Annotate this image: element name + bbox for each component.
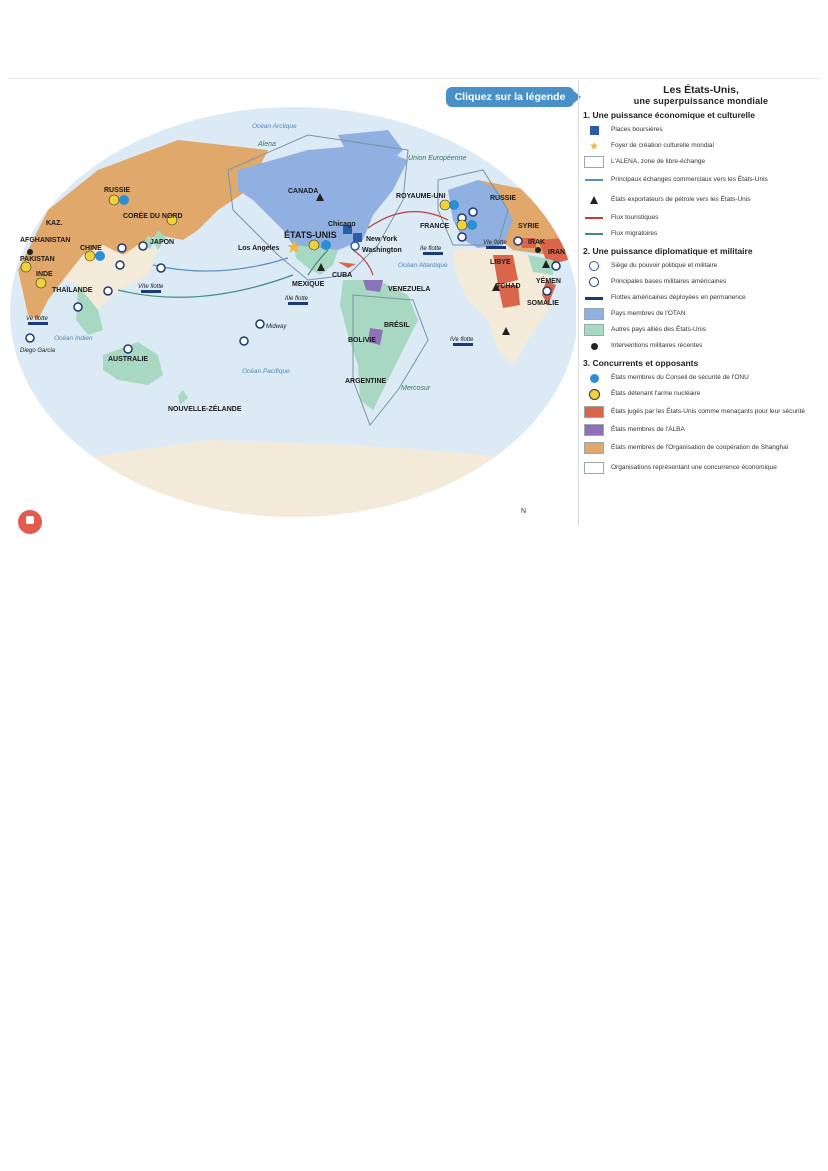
label-argentine: ARGENTINE [345, 378, 387, 385]
un-badge-icon [449, 200, 459, 210]
top-divider [8, 78, 820, 79]
label-thailande: THAÏLANDE [52, 287, 93, 294]
nuclear-icon [109, 195, 119, 205]
label-coree: CORÉE DU NORD [123, 213, 183, 220]
label-canada: CANADA [288, 188, 319, 195]
intervention-icon [535, 247, 541, 253]
nuclear-icon [440, 200, 450, 210]
north-arrow-icon: N [521, 508, 527, 515]
power-seat-icon [351, 242, 359, 250]
share-button[interactable] [18, 510, 42, 534]
un-badge-icon [321, 240, 331, 250]
military-base-icon [74, 303, 82, 311]
tourist-flow-icon [583, 211, 605, 225]
stock-exchange-icon [353, 233, 362, 242]
legend-item[interactable] [583, 402, 823, 422]
legend-item[interactable] [583, 438, 823, 458]
legend-item-label: Principales bases militaires américaines [611, 278, 727, 286]
legend-item[interactable] [583, 138, 823, 154]
label-ocean-pacifique: Océan Pacifique [242, 368, 290, 375]
label-japon: JAPON [150, 239, 175, 246]
legend-item-label: États membres de l'ALBA [611, 426, 685, 434]
label-tchad: TCHAD [496, 283, 521, 290]
legend-item[interactable] [583, 154, 823, 170]
legend-section-title: 3. Concurrents et opposants [583, 358, 699, 368]
label-flotte-5: Ve flotte [26, 316, 48, 322]
legend-item[interactable] [583, 370, 823, 386]
label-russie-e: RUSSIE [490, 195, 517, 202]
nuclear-icon [85, 251, 95, 261]
legend-item[interactable] [583, 338, 823, 354]
un-badge-icon [467, 220, 477, 230]
label-australie: AUSTRALIE [108, 356, 149, 363]
legend-item-label: L'ALENA, zone de libre-échange [611, 158, 706, 166]
legend-item[interactable] [583, 322, 823, 338]
label-diego-garcia: Diego Garcia [20, 348, 56, 354]
culture-star-icon [583, 139, 605, 153]
un-badge-icon [583, 371, 605, 385]
label-midway: Midway [266, 324, 287, 330]
sco-swatch-icon [583, 441, 605, 455]
stock-exchange-icon [583, 123, 605, 137]
nato-swatch-icon [583, 307, 605, 321]
military-base-icon [240, 337, 248, 345]
military-base-icon [458, 233, 466, 241]
migration-flow-icon [583, 227, 605, 241]
label-irak: IRAK [528, 239, 546, 246]
nuclear-icon [36, 278, 46, 288]
label-flotte-7: VIIe flotte [138, 284, 164, 290]
label-flotte-2: IIe flotte [420, 246, 442, 252]
fleet-3-bar [288, 302, 308, 305]
oil-triangle-icon [583, 193, 605, 207]
legend-item-label: Places boursières [611, 126, 663, 134]
label-venezuela: VENEZUELA [388, 286, 431, 293]
military-base-icon [139, 242, 147, 250]
military-base-icon [469, 208, 477, 216]
label-flotte-4: IVe flotte [450, 337, 474, 343]
fleet-5-bar [28, 322, 48, 325]
label-mexique: MEXIQUE [292, 281, 325, 288]
world-map[interactable] [8, 80, 576, 525]
label-inde: INDE [36, 271, 53, 278]
label-iran: IRAN [548, 249, 566, 256]
legend-item-label: Siège du pouvoir politique et militaire [611, 262, 718, 270]
un-badge-icon [95, 251, 105, 261]
power-seat-icon [583, 259, 605, 273]
legend-item[interactable] [583, 122, 823, 138]
legend-item-label: Foyer de création culturelle mondial [611, 142, 714, 150]
label-los-angeles: Los Angeles [238, 245, 280, 252]
alba-swatch-icon [583, 423, 605, 437]
allies-swatch-icon [583, 323, 605, 337]
legend-item[interactable] [583, 274, 823, 290]
label-nouvelle-zelande: NOUVELLE-ZÉLANDE [168, 406, 242, 413]
label-union-europeenne: Union Européenne [408, 155, 467, 162]
label-kaz: KAZ. [46, 220, 63, 227]
alena-outline-icon [583, 155, 605, 169]
legend-item[interactable] [583, 306, 823, 322]
label-pakistan: PAKISTAN [20, 256, 55, 263]
label-chicago: Chicago [328, 221, 356, 228]
military-base-icon [116, 261, 124, 269]
label-bresil: BRÉSIL [384, 322, 410, 329]
legend-item-label: Flottes américaines déployées en permanence [611, 294, 746, 302]
label-france: FRANCE [420, 223, 450, 230]
legend-section-title: 1. Une puissance économique et culturelle [583, 110, 755, 120]
label-washington: Washington [362, 247, 402, 254]
legend-item-label: Organisations représentant une concurrence économique [611, 464, 777, 472]
legend-item[interactable] [583, 226, 823, 242]
legend-item[interactable] [583, 190, 823, 210]
legend-item-label: États exportateurs de pétrole vers les États-Unis [611, 196, 751, 204]
legend-item[interactable] [583, 170, 823, 190]
military-base-icon [104, 287, 112, 295]
legend-item[interactable] [583, 210, 823, 226]
military-base-icon [26, 334, 34, 342]
label-etats-unis: ÉTATS-UNIS [284, 230, 337, 240]
label-syrie: SYRIE [518, 223, 540, 230]
military-base-icon [256, 320, 264, 328]
nuclear-icon [21, 262, 31, 272]
legend-title: Les États-Unis, [663, 84, 739, 96]
nuclear-icon [309, 240, 319, 250]
label-libye: LIBYE [490, 259, 511, 266]
threat-swatch-icon [583, 405, 605, 419]
label-mercosur: Mercosur [401, 385, 431, 392]
trade-flow-icon [583, 173, 605, 187]
label-new-york: New York [366, 236, 398, 243]
fleet-7-bar [141, 290, 161, 293]
label-flotte-3: IIIe flotte [285, 296, 309, 302]
label-royaume-uni: ROYAUME-UNI [396, 193, 446, 200]
legend-subtitle: une superpuissance mondiale [633, 96, 769, 106]
legend-cta-button[interactable]: Cliquez sur la légende [446, 87, 574, 107]
legend-item[interactable] [583, 290, 823, 306]
label-alena: Alena [258, 141, 276, 148]
label-afghanistan: AFGHANISTAN [20, 237, 71, 244]
label-somalie: SOMALIE [527, 300, 559, 307]
legend-section-title: 2. Une puissance diplomatique et militaire [583, 246, 753, 256]
legend-item[interactable] [583, 386, 823, 402]
military-base-icon [124, 345, 132, 353]
military-base-icon [552, 262, 560, 270]
legend-item[interactable] [583, 458, 823, 478]
military-base-icon [118, 244, 126, 252]
military-base-icon [583, 275, 605, 289]
nuclear-icon [583, 387, 605, 401]
intervention-icon [27, 249, 33, 255]
nuclear-icon [457, 220, 467, 230]
legend-item-label: Flux migratoires [611, 230, 658, 238]
label-yemen: YÉMEN [536, 278, 561, 285]
fleet-4-bar [453, 343, 473, 346]
legend-panel [578, 80, 823, 525]
label-ocean-atlantique: Océan Atlantique [398, 262, 448, 269]
label-chine: CHINE [80, 245, 102, 252]
label-cuba: CUBA [332, 272, 353, 279]
military-base-icon [514, 237, 522, 245]
label-bolivie: BOLIVIE [348, 337, 377, 344]
fleet-line-icon [583, 291, 605, 305]
military-base-icon [543, 287, 551, 295]
legend-item-label: États jugés par les États-Unis comme menaçants pour leur sécurité [611, 408, 806, 416]
label-ocean-arctique: Océan Arctique [252, 123, 297, 130]
legend-item-label: Principaux échanges commerciaux vers les États-Unis [611, 176, 768, 184]
competition-outline-icon [583, 461, 605, 475]
legend-item-label: Pays membres de l'OTAN [611, 310, 686, 318]
fleet-2-bar [423, 252, 443, 255]
legend-item-label: Interventions militaires récentes [611, 342, 703, 350]
label-russie-w: RUSSIE [104, 187, 131, 194]
fleet-6-bar [486, 246, 506, 249]
un-badge-icon [119, 195, 129, 205]
intervention-icon [583, 339, 605, 353]
legend-item[interactable] [583, 422, 823, 438]
legend-item-label: États membres de l'Organisation de coopération de Shanghai [611, 444, 789, 452]
legend-item[interactable] [583, 258, 823, 274]
legend-item-label: États membres du Conseil de sécurité de l'ONU [611, 374, 749, 382]
legend-item-label: Autres pays alliés des États-Unis [611, 326, 707, 334]
label-flotte-6: VIe flotte [483, 240, 507, 246]
military-base-icon [157, 264, 165, 272]
legend-body [579, 110, 823, 478]
label-ocean-indien: Océan Indien [54, 335, 93, 342]
legend-item-label: Flux touristiques [611, 214, 659, 222]
legend-item-label: États détenant l'arme nucléaire [611, 390, 701, 398]
